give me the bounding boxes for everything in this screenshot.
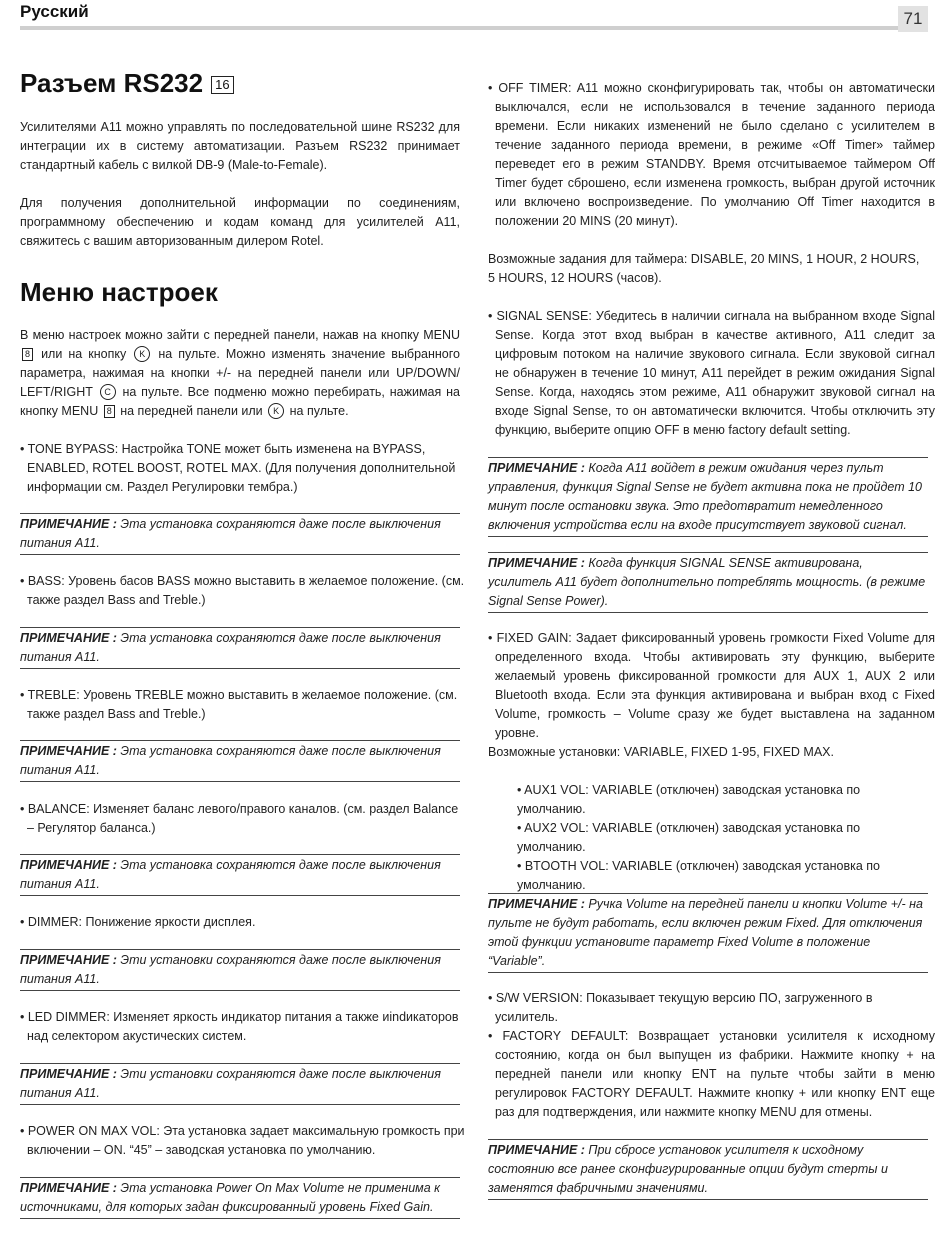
rs232-paragraph-1: Усилителями A11 можно управлять по последовательной шине RS232 для интеграции их в систему автоматизации. Разъем RS232 принимает стандартный кабель с вилкой DB-9 (Male-to-Female).	[20, 120, 460, 172]
note-label: ПРИМЕЧАНИЕ :	[20, 517, 117, 531]
menu-text-f: на пульте.	[289, 404, 349, 418]
note-label: ПРИМЕЧАНИЕ :	[20, 1181, 117, 1195]
note-text: Эта установка сохраняются даже после выключения питания A11.	[20, 631, 441, 664]
dimmer-item: • DIMMER: Понижение яркости дисплея.	[20, 915, 256, 929]
note-9	[488, 552, 928, 613]
note-label: ПРИМЕЧАНИЕ :	[488, 1143, 585, 1157]
remote-k-icon-2: K	[268, 403, 284, 419]
note-6	[20, 1063, 460, 1105]
led-dimmer-item: • LED DIMMER: Изменяет яркость индикатор питания а также иindикаторов над селектором акустических систем.	[20, 1010, 459, 1043]
bass-item: • BASS: Уровень басов BASS можно выставить в желаемое положение. (см. также раздел Bass and Treble.)	[20, 574, 465, 607]
tone-bypass-item: • TONE BYPASS: Настройка TONE может быть изменена на BYPASS, ENABLED, ROTEL BOOST, ROTEL MAX. (Для получения дополнительной информации см. Раздел Регулировки тембра.)	[20, 442, 456, 494]
menu-button-icon-2: 8	[104, 405, 115, 418]
note-3	[20, 740, 460, 782]
remote-c-icon: C	[100, 384, 116, 400]
note-label: ПРИМЕЧАНИЕ :	[20, 858, 117, 872]
note-text: Эта установка сохраняются даже после выключения питания A11.	[20, 517, 441, 550]
note-text: Эти установки сохраняются даже после выключения питания A11.	[20, 1067, 441, 1100]
note-label: ПРИМЕЧАНИЕ :	[488, 897, 585, 911]
note-text: Эта установка сохраняются даже после выключения питания A11.	[20, 744, 441, 777]
power-on-max-vol-item: • POWER ON MAX VOL: Эта установка задает максимальную громкость при включении – ON. “45” – заводская установка по умолчанию.	[20, 1124, 465, 1157]
rs232-paragraph-2: Для получения дополнительной информации по соединениям, программному обеспечению и кодам команд для усилителей A11, свяжитесь с вашим авторизованным дилером Rotel.	[20, 196, 460, 248]
note-text: Ручка Volume на передней панели и кнопки Volume +/- на пульте не будут работать, если включен режим Fixed. Для отключения этой функции установите параметр Fixed Volume в положение “Variable”.	[488, 897, 923, 968]
note-4	[20, 854, 460, 896]
note-text: Эта установка сохраняются даже после выключения питания A11.	[20, 858, 441, 891]
factory-default-item: • FACTORY DEFAULT: Возвращает установки усилителя к исходному состоянию, когда он был выпущен из фабрики. Нажмите кнопку + на передней панели или кнопку ENT на пульте чтобы зайти в меню регулировок FACTORY DEFAULT. Нажмите кнопку + или кнопку ENT еще раз для подтверждения, или нажмите кнопку MENU для отмены.	[488, 1029, 935, 1119]
note-text: Когда функция SIGNAL SENSE активирована, усилитель A11 будет дополнительно потреблять мощность. (в режиме Signal Sense Power).	[488, 556, 926, 608]
sw-version-item: • S/W VERSION: Показывает текущую версию ПО, загруженного в усилитель.	[488, 991, 873, 1024]
note-label: ПРИМЕЧАНИЕ :	[20, 631, 117, 645]
note-7	[20, 1177, 460, 1219]
note-8	[488, 457, 928, 537]
btooth-vol-item: • BTOOTH VOL: VARIABLE (отключен) заводская установка по умолчанию.	[517, 859, 881, 892]
note-label: ПРИМЕЧАНИЕ :	[20, 1067, 117, 1081]
menu-paragraph	[20, 326, 460, 421]
menu-text-c: на пульте. Можно изменять значение выбранного параметра, нажимая на кнопки +/- на передней панели или UP/DOWN/ LEFT/RIGHT	[20, 347, 460, 399]
header-language: Русский	[20, 2, 89, 21]
note-1	[20, 513, 460, 555]
note-5	[20, 949, 460, 991]
note-label: ПРИМЕЧАНИЕ :	[20, 953, 117, 967]
note-label: ПРИМЕЧАНИЕ :	[488, 461, 585, 475]
note-11	[488, 1139, 928, 1200]
menu-button-icon: 8	[22, 348, 33, 361]
note-text: Эта установка Power On Max Volume не применима к источниками, для которых задан фиксированный уровень Fixed Gain.	[20, 1181, 441, 1214]
page-number: 71	[898, 6, 928, 32]
note-text: Эти установки сохраняются даже после выключения питания A11.	[20, 953, 441, 986]
signal-sense-item: • SIGNAL SENSE: Убедитесь в наличии сигнала на выбранном входе Signal Sense. Когда этот вход выбран в качестве активного, A11 следит за цифровым потоком на наличие звукового сигнала. Если звуковой сигнал не обнаружен в течение 10 минут, A11 перейдет в режим ожидания Signal Sense. Когда, находясь этом режиме, A11 обнаружит звуковой сигнал на входе Signal Sense, то он автоматически включится. Чтобы отключить эту функцию, выберите опцию OFF в меню factory default setting.	[488, 309, 935, 437]
treble-item: • TREBLE: Уровень TREBLE можно выставить в желаемое положение. (см. также раздел Bass and Treble.)	[20, 688, 458, 721]
fixed-gain-item: • FIXED GAIN: Задает фиксированный уровень громкости Fixed Volume для определенного входа. Чтобы активировать эту функцию, выберите желаемый уровень фиксированной громкости для AUX 1, AUX 2 или Bluetooth входа. Если эта функция активирована и выбран вход с Fixed Volume, громкость – Volume сразу же будет выставлена на заданном уровне.	[488, 631, 935, 740]
timer-options: Возможные задания для таймера: DISABLE, 20 MINS, 1 HOUR, 2 HOURS, 5 HOURS, 12 HOURS (часов).	[488, 252, 920, 285]
note-10	[488, 893, 928, 973]
remote-k-icon: K	[134, 346, 150, 362]
aux2-vol-item: • AUX2 VOL: VARIABLE (отключен) заводская установка по умолчанию.	[517, 821, 861, 854]
menu-text-d: на пульте. Все подменю можно перебирать, нажимая на кнопку MENU	[20, 385, 460, 418]
rs232-badge: 16	[211, 76, 233, 94]
aux1-vol-item: • AUX1 VOL: VARIABLE (отключен) заводская установка по умолчанию.	[517, 783, 861, 816]
note-label: ПРИМЕЧАНИЕ :	[20, 744, 117, 758]
menu-text-a: В меню настроек можно зайти с передней панели, нажав на кнопку MENU	[20, 328, 460, 342]
off-timer-item: • OFF TIMER: A11 можно сконфигурировать так, чтобы он автоматически выключался, если не использовался в течение заданного периода времени. Если никаких изменений не было сделано с усилителем в течение заданного периода времени, в режиме «Off Timer» таймер переведет его в режим STANDBY. Время отсчитываемое таймером Off Timer будет сброшено, если изменена громкость, выбран другой источник или включено воспроизведение. По умолчанию Off Timer находится в положении 20 MINS (20 минут).	[488, 81, 935, 228]
note-label: ПРИМЕЧАНИЕ :	[488, 556, 585, 570]
note-2	[20, 627, 460, 669]
balance-item: • BALANCE: Изменяет баланс левого/правого каналов. (см. раздел Balance – Регулятор баланса.)	[20, 802, 459, 835]
rs232-title: Разъем RS232	[20, 68, 204, 98]
menu-heading: Меню настроек	[20, 277, 218, 307]
header-rule	[20, 26, 928, 30]
fixed-options: Возможные установки: VARIABLE, FIXED 1-95, FIXED MAX.	[488, 745, 834, 759]
note-text: Когда A11 войдет в режим ожидания через пульт управления, функция Signal Sense не будет активна пока не пройдет 10 минут после остановки звука. Это предотвратит немедленного включения устройства если на входе присутствует звуковой сигнал.	[488, 461, 922, 532]
menu-text-b: или на кнопку	[41, 347, 127, 361]
menu-text-e: на передней панели или	[120, 404, 263, 418]
note-text: При сбросе установок усилителя к исходному состоянию все ранее сконфигурированные опции будут стерты и заменятся фабричными значениями.	[488, 1143, 888, 1195]
rs232-heading	[20, 68, 234, 98]
